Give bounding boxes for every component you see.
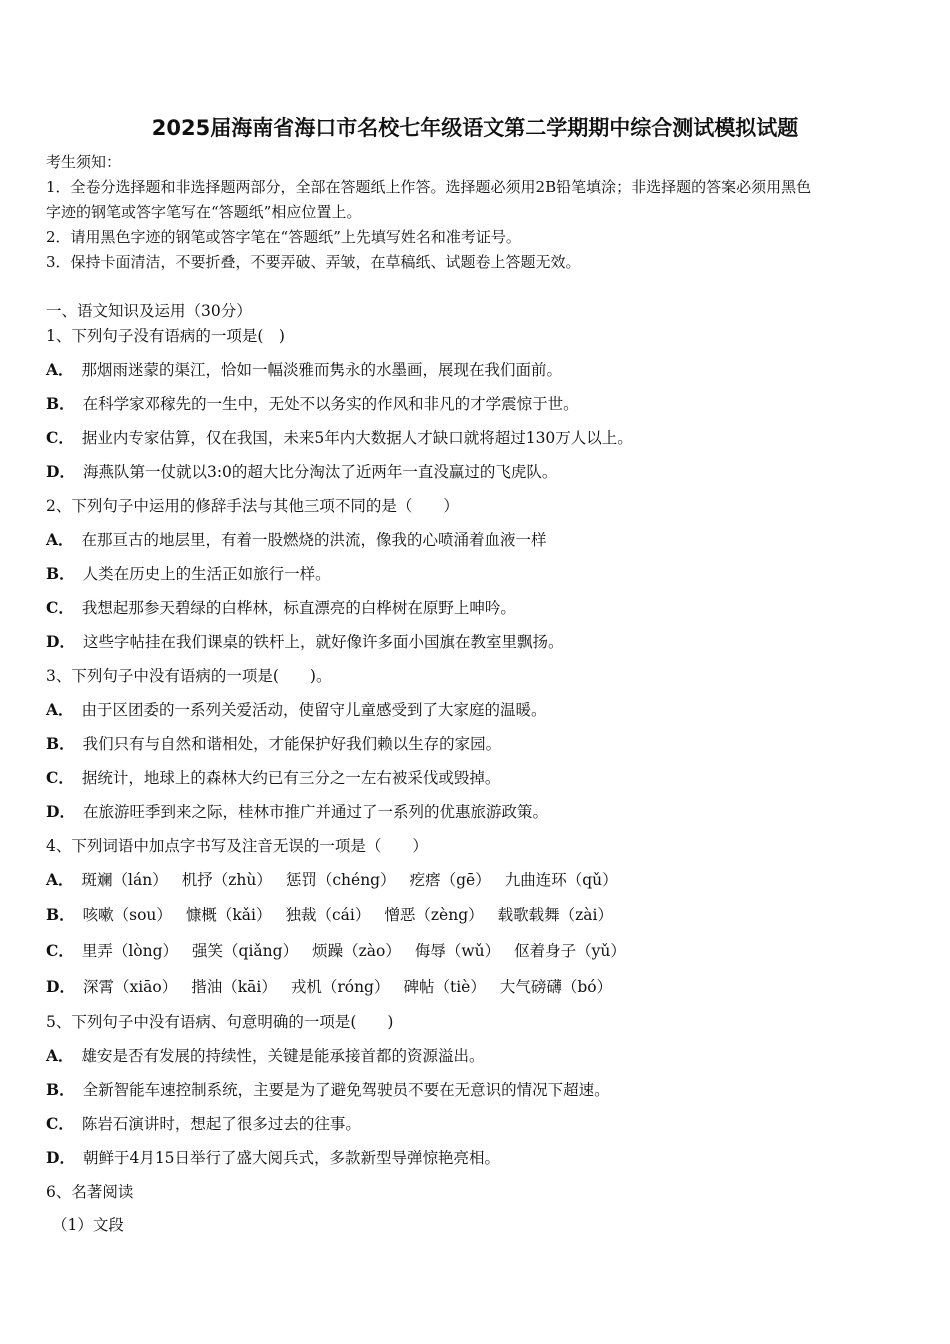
option-d (46, 632, 563, 652)
option-c (46, 598, 516, 618)
option-label: D． (46, 1148, 75, 1167)
option-text: 这些字帖挂在我们课桌的铁杆上，就好像许多面小国旗在教室里飘扬。 (82, 633, 564, 651)
option-text: 在旅游旺季到来之际，桂林市推广并通过了一系列的优惠旅游政策。 (82, 803, 548, 821)
word-item: 载歌载舞（zài） (497, 906, 613, 924)
question-stem: 4、下列词语中加点字书写及注音无误的一项是（ ） (46, 837, 428, 855)
option-text: 朝鲜于4月15日举行了盛大阅兵式，多款新型导弹惊艳亮相。 (82, 1149, 501, 1167)
option-d (46, 802, 548, 822)
option-label: C． (46, 428, 74, 447)
option-b (46, 394, 579, 414)
notice-heading: 考生须知： (46, 153, 122, 171)
word-item: 斑斓（lán） (81, 871, 168, 889)
option-d (46, 977, 626, 997)
option-label: D． (46, 977, 75, 996)
option-text: 全新智能车速控制系统，主要是为了避免驾驶员不要在无意识的情况下超速。 (82, 1081, 610, 1099)
option-label: C． (46, 598, 74, 617)
option-text: 我们只有与自然和谐相处，才能保护好我们赖以生存的家园。 (82, 735, 502, 753)
option-text: 在那亘古的地层里，有着一股燃烧的洪流，像我的心喷涌着血液一样 (81, 531, 547, 549)
option-label: A． (46, 530, 74, 549)
option-c (46, 1114, 361, 1134)
notice-line: 2．请用黑色字迹的钢笔或答字笔在“答题纸”上先填写姓名和准考证号。 (46, 228, 521, 246)
option-c (46, 428, 633, 448)
word-item: 大气磅礴（bó） (499, 978, 613, 996)
notice-line: 1．全卷分选择题和非选择题两部分，全部在答题纸上作答。选择题必须用2B铅笔填涂；非选择题的答案必须用黑色 (46, 178, 812, 196)
option-text: 据业内专家估算，仅在我国，未来5年内大数据人才缺口就将超过130万人以上。 (81, 429, 633, 447)
page-title: 2025届海南省海口市名校七年级语文第二学期期中综合测试模拟试题 (151, 116, 799, 140)
question-stem: 6、名著阅读 (46, 1183, 134, 1201)
option-label: C． (46, 1114, 74, 1133)
word-item: 戎机（róng） (290, 978, 390, 996)
option-text: 据统计，地球上的森林大约已有三分之一左右被采伐或毁掉。 (81, 769, 501, 787)
option-b (46, 734, 501, 754)
word-item: 机抒（zhù） (181, 871, 272, 889)
option-text: 海燕队第一仗就以3:0的超大比分淘汰了近两年一直没赢过的飞虎队。 (82, 463, 558, 481)
option-c (46, 941, 640, 961)
option-label: D． (46, 462, 75, 481)
question-stem: 1、下列句子没有语病的一项是( ) (46, 327, 285, 345)
option-text: 雄安是否有发展的持续性，关键是能承接首都的资源溢出。 (81, 1047, 485, 1065)
option-a (46, 530, 547, 550)
word-item: 憎恶（zèng） (384, 906, 484, 924)
notice-line: 3．保持卡面清洁，不要折叠，不要弄破、弄皱，在草稿纸、试题卷上答题无效。 (46, 253, 581, 271)
option-a (46, 1046, 485, 1066)
word-item: 烦躁（zào） (312, 942, 401, 960)
word-item: 疙瘩（gē） (409, 871, 491, 889)
word-item: 揩油（kāi） (191, 978, 277, 996)
option-d (46, 1148, 500, 1168)
option-label: C． (46, 768, 74, 787)
option-text: 由于区团委的一系列关爱活动，使留守儿童感受到了大家庭的温暖。 (81, 701, 547, 719)
option-label: B． (46, 905, 75, 924)
option-label: A． (46, 1046, 74, 1065)
option-label: B． (46, 1080, 75, 1099)
option-label: B． (46, 564, 75, 583)
option-b (46, 1080, 610, 1100)
word-item: 侮辱（wǔ） (414, 942, 501, 960)
option-text: 陈岩石演讲时，想起了很多过去的往事。 (81, 1115, 361, 1133)
question-stem: 2、下列句子中运用的修辞手法与其他三项不同的是（ ） (46, 497, 459, 515)
word-item: 伛着身子（yǔ） (514, 942, 626, 960)
option-b (46, 564, 331, 584)
option-text: 在科学家邓稼先的一生中，无处不以务实的作风和非凡的才学震惊于世。 (82, 395, 579, 413)
notice-line: 字迹的钢笔或答字笔写在“答题纸”相应位置上。 (46, 203, 362, 221)
option-text: 人类在历史上的生活正如旅行一样。 (82, 565, 331, 583)
question-stem: 5、下列句子中没有语病、句意明确的一项是( ) (46, 1013, 394, 1031)
word-item: 里弄（lòng） (81, 942, 179, 960)
option-b (46, 905, 627, 925)
option-d (46, 462, 557, 482)
option-a (46, 870, 632, 890)
option-label: A． (46, 870, 74, 889)
word-item: 强笑（qiǎng） (192, 942, 299, 960)
word-item: 咳嗽（sou） (82, 906, 172, 924)
option-label: B． (46, 734, 75, 753)
option-label: C． (46, 941, 74, 960)
word-item: 深霄（xiāo） (82, 978, 178, 996)
option-a (46, 360, 562, 380)
sub-question: （1）文段 (52, 1216, 124, 1234)
word-item: 独裁（cái） (285, 906, 371, 924)
word-item: 慷概（kǎi） (185, 906, 272, 924)
option-text: 那烟雨迷蒙的渠江，恰如一幅淡雅而隽永的水墨画，展现在我们面前。 (81, 361, 563, 379)
section-heading: 一、语文知识及运用（30分） (46, 302, 252, 320)
option-label: D． (46, 802, 75, 821)
option-label: A． (46, 360, 74, 379)
option-label: A． (46, 700, 74, 719)
question-stem: 3、下列句子中没有语病的一项是( )。 (46, 667, 332, 685)
word-item: 碑帖（tiè） (403, 978, 486, 996)
option-a (46, 700, 547, 720)
option-label: D． (46, 632, 75, 651)
word-item: 惩罚（chéng） (285, 871, 396, 889)
option-label: B． (46, 394, 75, 413)
option-c (46, 768, 500, 788)
word-item: 九曲连环（qǔ） (504, 871, 618, 889)
option-text: 我想起那参天碧绿的白桦林，标直漂亮的白桦树在原野上呻吟。 (81, 599, 516, 617)
